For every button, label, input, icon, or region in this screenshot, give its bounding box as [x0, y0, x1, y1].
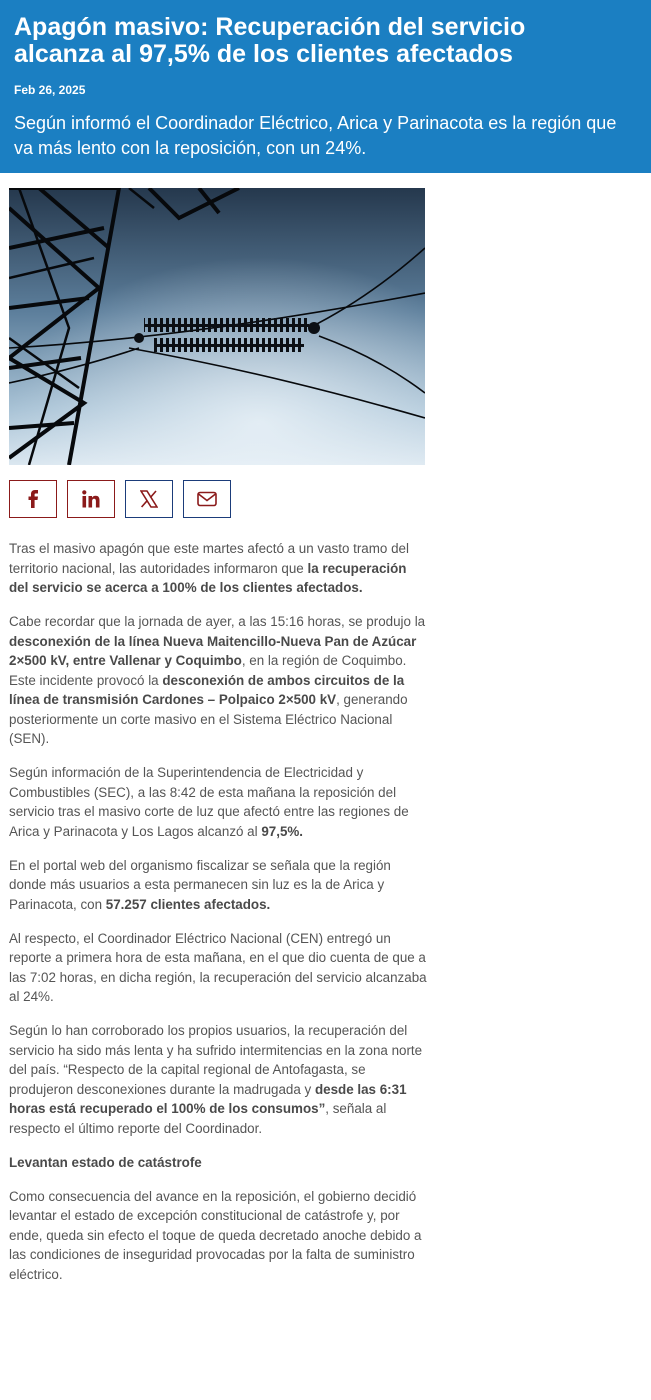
article-title: Apagón masivo: Recuperación del servicio alcanza al 97,5% de los clientes afectados: [14, 13, 526, 68]
paragraph-7: Como consecuencia del avance en la reposición, el gobierno decidió levantar el estado de excepción constitucional de catástrofe y, por ende, queda sin efecto el toque de queda decretado anoche debido a las condiciones de inseguridad provocadas por la falta de suministro eléctrico.: [9, 1188, 422, 1282]
share-x-button[interactable]: [125, 480, 173, 518]
paragraph-4: En el portal web del organismo fiscalizar se señala que la región donde más usuarios a esta permanecen sin luz es la de Arica y Parinacota, con 57.257 clientes afectados.: [9, 857, 391, 912]
article-subtitle: Según informó el Coordinador Eléctrico, Arica y Parinacota es la región que va más lento con la reposición, con un 24%.: [14, 113, 617, 158]
paragraph-2: Cabe recordar que la jornada de ayer, a las 15:16 horas, se produjo la desconexión de la línea Nueva Maitencillo-Nueva Pan de Azúcar 2×500 kV, entre Vallenar y Coquimbo, en la región de Coquimbo. Este incidente provocó la desconexión de ambos circuitos de la línea de transmisión Cardones – Polpaico 2×500 kV, generando posteriormente un corte masivo en el Sistema Eléctrico Nacional (SEN).: [9, 614, 426, 746]
power-line-photo: [9, 188, 425, 465]
x-icon: [140, 490, 158, 508]
hero-image: [9, 188, 425, 465]
section-heading: Levantan estado de catástrofe: [9, 1154, 202, 1170]
paragraph-1: Tras el masivo apagón que este martes afectó a un vasto tramo del territorio nacional, las autoridades informaron que la recuperación del servicio se acerca a 100% de los clientes afectados.: [9, 541, 409, 595]
share-facebook-button[interactable]: [9, 480, 57, 518]
mail-icon: [197, 491, 217, 507]
paragraph-3: Según información de la Superintendencia de Electricidad y Combustibles (SEC), a las 8:42 de esta mañana la reposición del servicio tras el masivo corte de luz que afectó entre las regiones de Arica y Parinacota y Los Lagos alcanzó al 97,5%.: [9, 765, 409, 839]
linkedin-icon: [82, 490, 100, 508]
facebook-icon: [25, 490, 41, 508]
share-bar: [9, 480, 231, 518]
paragraph-6: Según lo han corroborado los propios usuarios, la recuperación del servicio ha sido más lenta y ha sufrido intermitencias en la zona norte del país. “Respecto de la capital regional de Antofagasta, se produjeron desconexiones durante la madrugada y desde las 6:31 horas está recuperado el 100% de los consumos”, señala al respecto el último reporte del Coordinador.: [9, 1023, 423, 1136]
article-date: Feb 26, 2025: [14, 83, 86, 97]
paragraph-5: Al respecto, el Coordinador Eléctrico Nacional (CEN) entregó un reporte a primera hora de esta mañana, en el que dio cuenta de que a las 7:02 horas, en dicha región, la recuperación del servicio alcanzaba al 24%.: [9, 930, 427, 1004]
article-body: [9, 539, 429, 1299]
article-header: [0, 0, 651, 173]
share-email-button[interactable]: [183, 480, 231, 518]
share-linkedin-button[interactable]: [67, 480, 115, 518]
